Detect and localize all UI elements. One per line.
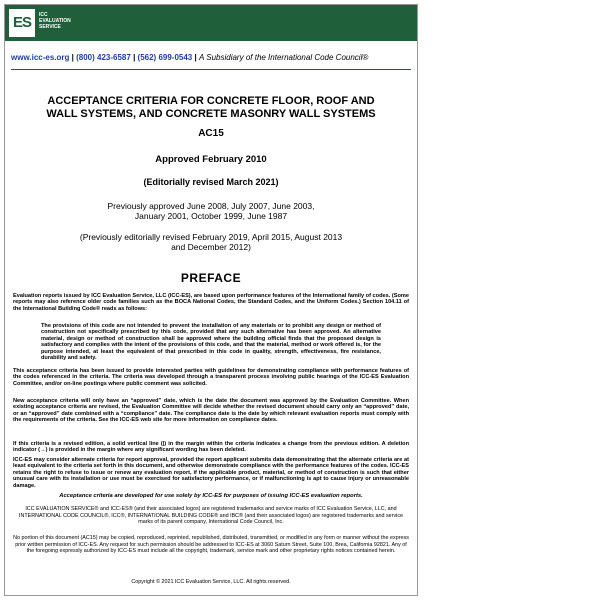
- phone-2: (562) 699-0543: [137, 53, 193, 62]
- copy-restriction: No portion of this document (AC15) may be copied, reproduced, reprinted, republished, distributed, transmitted, or modified in any form or manner without the express prior written permission of ICC-ES. Any request for such permission should be addressed to ICC-ES at 3060 Saturn Street, Suite 100, Brea, California 92821. Any of the foregoing expressly authorized by ICC-ES must include all the copyright, trademark, service mark and other proprietary rights notices contained herein.: [13, 535, 409, 555]
- document-title: [19, 95, 403, 121]
- preface-paragraph-5: ICC-ES may consider alternate criteria for report approval, provided the report applicant submits data demonstrating that the alternate criteria are at least equivalent to the criteria set forth in this document, and otherwise demonstrate compliance with the performance features of the codes. ICC-ES retains the right to refuse to issue or renew any evaluation report, if the applicable product, material, or method of construction is such that either unusual care with its installation or use must be exercised for satisfactory performance, or if malfunctioning is apt to cause injury or unreasonable damage.: [13, 457, 409, 489]
- title-line-1: ACCEPTANCE CRITERIA FOR CONCRETE FLOOR, ROOF AND: [47, 95, 375, 107]
- previous-approvals-line-2: January 2001, October 1999, June 1987: [134, 211, 288, 221]
- logo-wordmark: [39, 12, 71, 30]
- document-page: [4, 4, 418, 596]
- header-banner: [5, 5, 417, 41]
- separator: |: [133, 53, 136, 62]
- copyright: Copyright © 2021 ICC Evaluation Service, LLC. All rights reserved.: [131, 579, 291, 585]
- logo-line-1: ICC: [39, 12, 48, 18]
- previous-revisions: [19, 232, 403, 252]
- title-line-2: WALL SYSTEMS, AND CONCRETE MASONRY WALL SYSTEMS: [46, 108, 376, 120]
- contact-bar: [11, 53, 411, 62]
- code-quote: The provisions of this code are not intended to prevent the installation of any materials or to prohibit any design or method of construction not specifically prescribed by this code, provided that any such alternative has been approved. An alternative material, design or method of construction shall be approved where the building official finds that the proposed design is satisfactory and complies with the intent of the provisions of this code, and that the material, method or work offered is, for the purpose intended, at least the equivalent of that prescribed in this code in quality, strength, effectiveness, fire resistance, durability and safety.: [41, 323, 381, 362]
- previous-revisions-line-2: and December 2012): [171, 242, 251, 252]
- previous-approvals-line-1: Previously approved June 2008, July 2007, June 2003,: [107, 201, 315, 211]
- preface-paragraph-3: New acceptance criteria will only have an “approved” date, which is the date the document was approved by the Evaluation Committee. When existing acceptance criteria are revised, the Evaluation Committee will decide whether the revised document should carry only an “approved” date, or an “approved” date combined with a “compliance” date. The compliance date is the date by which relevant evaluation reports must comply with the requirements of the criteria. See the ICC-ES web site for more information on compliance dates.: [13, 398, 409, 424]
- usage-note: Acceptance criteria are developed for use solely by ICC-ES for purposes of issuing ICC-ES evaluation reports.: [59, 493, 363, 499]
- website-link[interactable]: www.icc-es.org: [11, 53, 70, 62]
- revision-note: (Editorially revised March 2021): [143, 177, 279, 187]
- separator: |: [71, 53, 74, 62]
- criteria-code: AC15: [198, 128, 224, 139]
- preface-heading: PREFACE: [180, 271, 242, 285]
- preface-paragraph-2: This acceptance criteria has been issued to provide interested parties with guidelines for demonstrating compliance with performance features of the codes referenced in the criteria. The criteria was developed through a transparent process involving public hearings of the ICC-ES Evaluation Committee, and/or on-line postings where public comment was solicited.: [13, 368, 409, 387]
- phone-1: (800) 423-6587: [76, 53, 131, 62]
- logo-line-2: EVALUATION: [39, 18, 71, 24]
- icc-es-logo: [9, 9, 35, 37]
- subsidiary-note: A Subsidiary of the International Code Council®: [198, 53, 369, 62]
- approved-date: Approved February 2010: [155, 154, 267, 165]
- preface-paragraph-4: If this criteria is a revised edition, a solid vertical line (|) in the margin within the criteria indicates a change from the previous edition. A deletion indicator (→) is provided in the margin where any significant wording has been deleted.: [13, 441, 409, 454]
- previous-revisions-line-1: (Previously editorially revised February 2019, April 2015, August 2013: [79, 232, 343, 242]
- separator: |: [194, 53, 197, 62]
- trademark-notice: ICC EVALUATION SERVICE® and ICC-ES® (and their associated logos) are registered trademarks and service marks of ICC Evaluation Service, LLC, and INTERNATIONAL CODE COUNCIL®, ICC®, INTERNATIONAL BUILDING CODE® and IBC® (and their associated logos) are registered trademarks and service marks of its parent company, International Code Council, Inc.: [18, 506, 404, 526]
- header-divider: [11, 69, 411, 70]
- logo-line-3: SERVICE: [39, 24, 61, 30]
- previous-approvals: [19, 201, 403, 221]
- logo-mark: ES: [12, 14, 31, 31]
- preface-paragraph-1: Evaluation reports issued by ICC Evaluation Service, LLC (ICC-ES), are based upon performance features of the International family of codes. (Some reports may also reference older code families such as the BOCA National Codes, the Standard Codes, and the Uniform Codes.) Section 104.11 of the International Building Code® reads as follows:: [13, 293, 409, 312]
